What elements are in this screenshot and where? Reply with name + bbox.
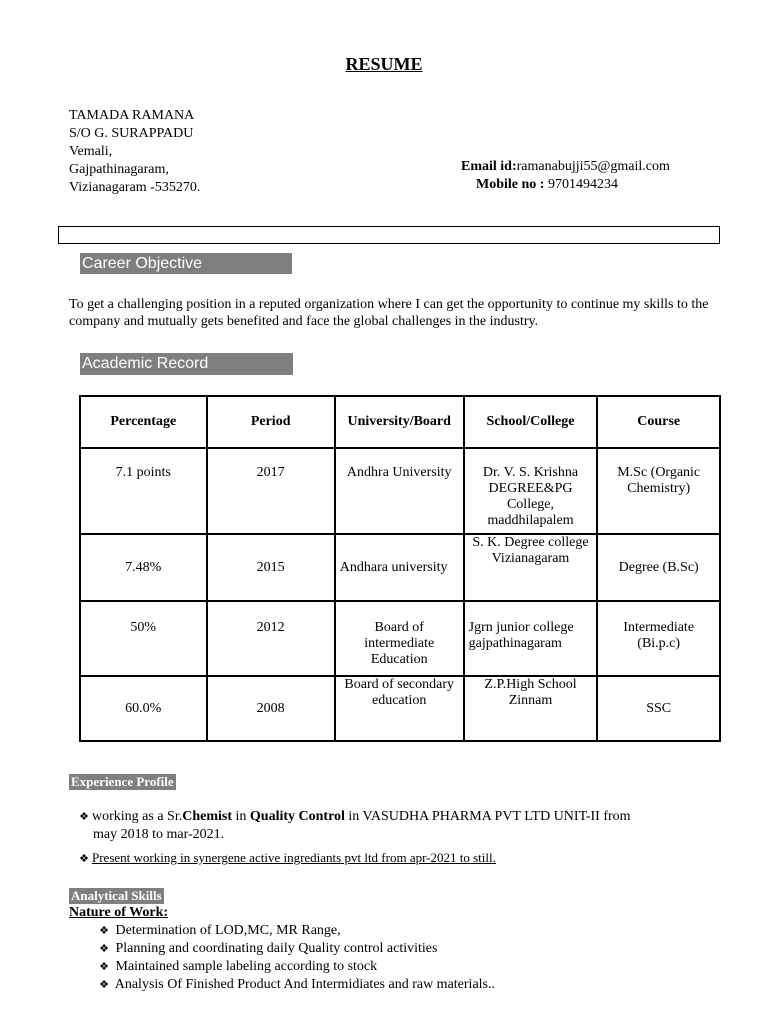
- experience-item: ❖ Present working in synergene active ingrediants pvt ltd from apr-2021 to still.: [76, 849, 496, 868]
- table-cell: Andhara university: [335, 534, 464, 601]
- diamond-bullet-icon: ❖: [99, 925, 109, 937]
- table-cell: Intermediate (Bi.p.c): [597, 601, 720, 676]
- col-header: Percentage: [80, 396, 207, 448]
- col-header: University/Board: [335, 396, 464, 448]
- email-line: [461, 158, 670, 176]
- table-cell: Andhra University: [335, 448, 464, 534]
- table-cell: Z.P.High School Zinnam: [464, 676, 598, 741]
- table-row: [80, 448, 720, 534]
- divider-box: [58, 226, 720, 244]
- table-row: [80, 601, 720, 676]
- col-header: School/College: [464, 396, 598, 448]
- diamond-bullet-icon: ❖: [79, 853, 89, 865]
- skills-list: [96, 922, 495, 994]
- list-item: ❖ Analysis Of Finished Product And Intermidiates and raw materials..: [96, 976, 495, 994]
- academic-table: [79, 395, 721, 742]
- table-cell: Jgrn junior college gajpathinagaram: [464, 601, 598, 676]
- table-cell: 2008: [207, 676, 335, 741]
- table-cell: 7.1 points: [80, 448, 207, 534]
- nature-of-work-heading: Nature of Work:: [69, 905, 169, 920]
- table-cell: 2017: [207, 448, 335, 534]
- academic-record-heading: Academic Record: [80, 353, 293, 375]
- email-label: Email id:: [461, 159, 517, 174]
- table-cell: Board of secondary education: [335, 676, 464, 741]
- diamond-bullet-icon: ❖: [99, 943, 109, 955]
- diamond-bullet-icon: ❖: [99, 961, 109, 973]
- table-cell: Degree (B.Sc): [597, 534, 720, 601]
- table-cell: 2012: [207, 601, 335, 676]
- diamond-bullet-icon: ❖: [79, 811, 89, 823]
- experience-profile-heading: Experience Profile: [71, 774, 174, 789]
- mobile-label: Mobile no :: [476, 177, 545, 192]
- table-cell: 50%: [80, 601, 207, 676]
- table-cell: S. K. Degree college Vizianagaram: [464, 534, 598, 601]
- col-header: Period: [207, 396, 335, 448]
- mobile-value: 9701494234: [544, 177, 618, 192]
- list-item: ❖ Planning and coordinating daily Quality control activities: [96, 940, 495, 958]
- table-cell: Dr. V. S. Krishna DEGREE&PG College, maddhilapalem: [464, 448, 598, 534]
- table-cell: Board of intermediate Education: [335, 601, 464, 676]
- analytical-skills-heading: Analytical Skills: [71, 888, 162, 903]
- experience-item-continuation: may 2018 to mar-2021.: [93, 827, 225, 842]
- list-item: ❖ Maintained sample labeling according to stock: [96, 958, 495, 976]
- list-item: ❖ Determination of LOD,MC, MR Range,: [96, 922, 495, 940]
- table-cell: SSC: [597, 676, 720, 741]
- table-row: [80, 534, 720, 601]
- col-header: Course: [597, 396, 720, 448]
- address-block: [69, 107, 200, 197]
- candidate-name: TAMADA RAMANA: [69, 108, 195, 123]
- career-objective-heading: Career Objective: [80, 253, 292, 274]
- relation-line: S/O G. SURAPPADU: [69, 126, 194, 141]
- table-cell: M.Sc (Organic Chemistry): [597, 448, 720, 534]
- table-header-row: [80, 396, 720, 448]
- mobile-line: [476, 176, 618, 194]
- email-value: ramanabujji55@gmail.com: [516, 159, 670, 174]
- village-line: Vemali,: [69, 144, 113, 159]
- town-line: Gajpathinagaram,: [69, 162, 169, 177]
- resume-title: RESUME: [345, 54, 423, 74]
- table-row: [80, 676, 720, 741]
- table-cell: 2015: [207, 534, 335, 601]
- city-line: Vizianagaram -535270.: [69, 180, 201, 195]
- table-cell: 60.0%: [80, 676, 207, 741]
- career-objective-text: To get a challenging position in a reputed organization where I can get the opportunity to continue my skills to the company and mutually gets benefited and face the global challenges in the industry.: [69, 297, 709, 329]
- diamond-bullet-icon: ❖: [99, 979, 109, 991]
- table-cell: 7.48%: [80, 534, 207, 601]
- experience-item: ❖ working as a Sr.Chemist in Quality Control in VASUDHA PHARMA PVT LTD UNIT-II from may 2018 to mar-2021.: [76, 808, 716, 843]
